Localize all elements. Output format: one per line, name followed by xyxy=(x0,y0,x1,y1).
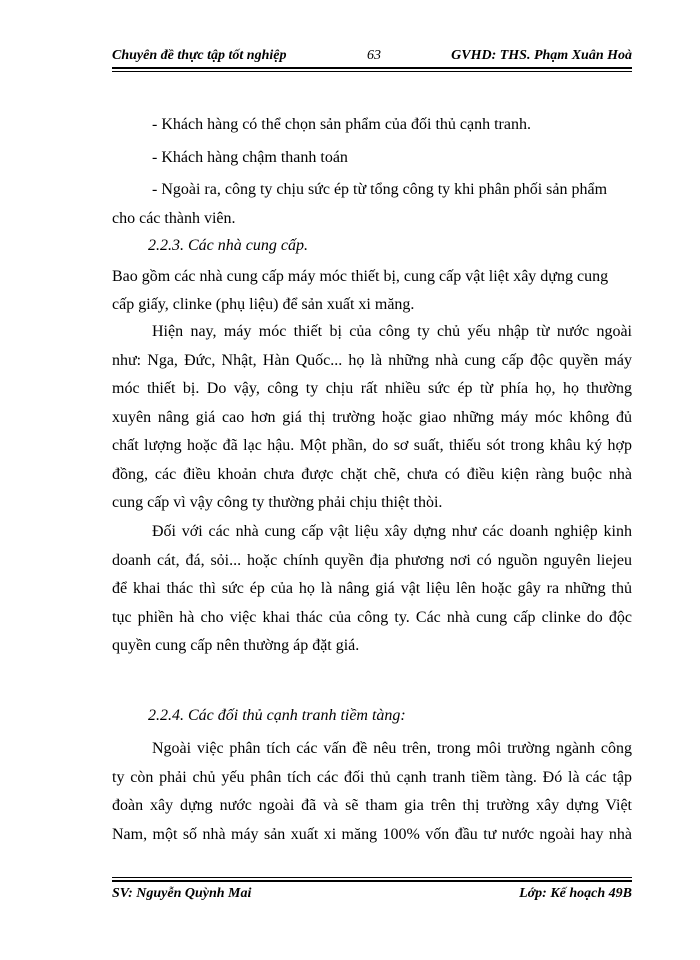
paragraph-line: Nam, một số nhà máy sản xuất xi măng 100% vốn đầu tư nước ngoài hay nhà xyxy=(112,825,632,843)
footer-class: Lớp: Kế hoạch 49B xyxy=(519,886,632,901)
paragraph-line: ty còn phải chủ yếu phân tích các đối thủ cạnh tranh tiềm tàng. Đó là các tập xyxy=(112,768,632,786)
header-advisor: GVHD: THS. Phạm Xuân Hoà xyxy=(451,48,632,63)
bullet-item: - Khách hàng chậm thanh toán xyxy=(152,148,348,166)
paragraph-machinery xyxy=(112,318,632,518)
page-footer xyxy=(112,884,632,904)
paragraph-materials xyxy=(112,518,632,661)
paragraph-line: Ngoài việc phân tích các vấn đề nêu trên, trong môi trường ngành công xyxy=(152,740,632,757)
section-2-2-3 xyxy=(112,232,632,320)
bullet-item: - Khách hàng có thể chọn sản phẩm của đối thủ cạnh tranh. xyxy=(152,116,531,133)
paragraph-competitors xyxy=(112,735,632,849)
section-heading: 2.2.3. Các nhà cung cấp. xyxy=(148,237,308,254)
header-title: Chuyên đề thực tập tốt nghiệp xyxy=(112,48,287,63)
paragraph-line: đoàn xây dựng nước ngoài đã và sẽ tham gia trên thị trường xây dựng Việt xyxy=(112,797,632,814)
paragraph-line: Bao gồm các nhà cung cấp máy móc thiết bị, cung cấp vật liệt xây dựng cung xyxy=(112,267,609,285)
paragraph-line: cung cấp vì vậy công ty thường phải chịu thiệt thòi. xyxy=(112,494,443,511)
paragraph-line: quyền cung cấp nên thường áp đặt giá. xyxy=(112,637,360,654)
page-header xyxy=(112,46,632,66)
footer-student: SV: Nguyễn Quỳnh Mai xyxy=(112,886,252,901)
bullet-item: - Ngoài ra, công ty chịu sức ép từ tổng công ty khi phân phối sản phẩm xyxy=(152,181,608,198)
paragraph-line: để khai thác thì sức ép của họ là nâng giá vật liệu lên hoặc gây ra những thủ xyxy=(112,580,632,597)
footer-rule-thick xyxy=(112,880,632,882)
paragraph-line: Đối với các nhà cung cấp vật liệu xây dựng như các doanh nghiệp kinh xyxy=(152,523,632,540)
header-rule-thick xyxy=(112,67,632,69)
paragraph-line: như: Nga, Đức, Nhật, Hàn Quốc... họ là những nhà cung cấp độc quyền máy xyxy=(112,351,632,369)
bullet-item-continuation: cho các thành viên. xyxy=(112,209,236,227)
paragraph-line: doanh cát, đá, sỏi... hoặc chính quyền địa phương nơi có nguồn nguyên liejeu xyxy=(112,551,632,569)
paragraph-line: chất lượng hoặc đã lạc hậu. Một phần, do sơ suất, thiếu sót trong khâu ký hợp xyxy=(112,437,632,454)
paragraph-line: tục phiền hà cho việc khai thác của công ty. Các nhà cung cấp clinke do độc xyxy=(112,608,632,626)
paragraph-line: móc thiết bị. Do vậy, công ty chịu rất nhiều sức ép từ phía họ, họ thường xyxy=(112,380,632,397)
paragraph-line: đồng, các điều khoản chưa được chặt chẽ, chưa có điều kiện ràng buộc nhà xyxy=(112,465,632,483)
header-rule-thin xyxy=(112,71,632,72)
section-heading: 2.2.4. Các đối thủ cạnh tranh tiềm tàng: xyxy=(148,707,406,724)
paragraph-line: Hiện nay, máy móc thiết bị của công ty chủ yếu nhập từ nước ngoài xyxy=(152,323,632,340)
section-2-2-4 xyxy=(112,702,632,731)
bullet-block xyxy=(112,111,632,233)
header-page-number: 63 xyxy=(367,48,381,63)
footer-rule-thin xyxy=(112,877,632,878)
paragraph-line: cấp giấy, clinke (phụ liệu) để sản xuất xi măng. xyxy=(112,296,415,313)
paragraph-line: xuyên nâng giá cao hơn giá thị trường hoặc giao những máy móc không đủ xyxy=(112,408,632,426)
